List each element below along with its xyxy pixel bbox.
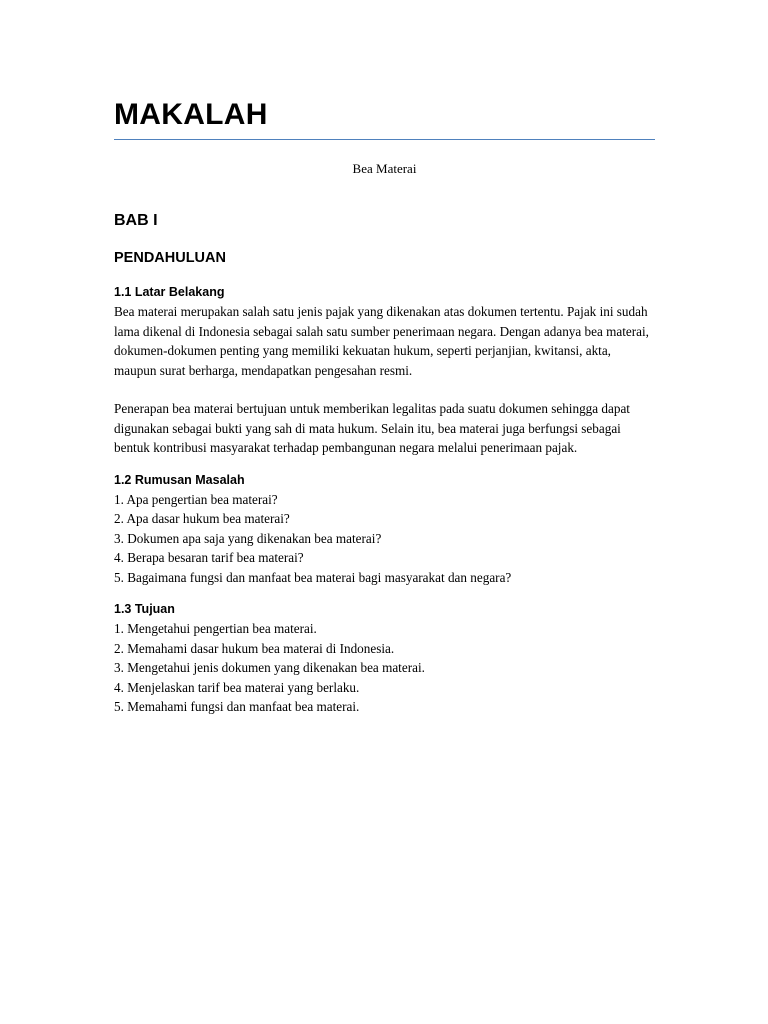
list-item: 2. Apa dasar hukum bea materai?	[114, 511, 290, 527]
list-item: 4. Menjelaskan tarif bea materai yang berlaku.	[114, 679, 360, 695]
section-heading-tujuan: 1.3 Tujuan	[114, 602, 175, 617]
document-subtitle: Bea Materai	[352, 161, 417, 176]
title-underline	[114, 139, 655, 140]
list-item: 3. Mengetahui jenis dokumen yang dikenakan bea materai.	[114, 660, 425, 676]
section-heading-latar-belakang: 1.1 Latar Belakang	[114, 285, 225, 299]
tujuan-list	[114, 619, 655, 716]
document-title: MAKALAH	[114, 98, 268, 131]
list-item: 5. Memahami fungsi dan manfaat bea materai.	[114, 699, 360, 715]
document-body	[114, 96, 655, 717]
paragraph: Penerapan bea materai bertujuan untuk memberikan legalitas pada suatu dokumen sehingga dapat digunakan sebagai bukti yang sah di mata hukum. Selain itu, bea materai juga berfungsi sebagai bentuk kontribusi masyarakat terhadap pembangunan negara melalui penerimaan pajak.	[114, 401, 630, 456]
list-item: 1. Apa pengertian bea materai?	[114, 492, 278, 508]
rumusan-masalah-list	[114, 490, 655, 587]
list-item: 3. Dokumen apa saja yang dikenakan bea materai?	[114, 530, 382, 546]
chapter-title: PENDAHULUAN	[114, 250, 226, 266]
section-heading-rumusan-masalah: 1.2 Rumusan Masalah	[114, 472, 245, 487]
chapter-label: BAB I	[114, 212, 158, 229]
paragraph: Bea materai merupakan salah satu jenis pajak yang dikenakan atas dokumen tertentu. Pajak ini sudah lama dikenal di Indonesia sebagai salah satu sumber penerimaan negara. Dengan adanya bea materai, dokumen-dokumen penting yang memiliki kekuatan hukum, seperti perjanjian, kwitansi, akta, maupun surat berharga, mendapatkan pengesahan resmi.	[114, 304, 649, 378]
list-item: 1. Mengetahui pengertian bea materai.	[114, 621, 317, 637]
list-item: 5. Bagaimana fungsi dan manfaat bea materai bagi masyarakat dan negara?	[114, 569, 512, 585]
list-item: 4. Berapa besaran tarif bea materai?	[114, 550, 304, 566]
list-item: 2. Memahami dasar hukum bea materai di Indonesia.	[114, 640, 395, 656]
